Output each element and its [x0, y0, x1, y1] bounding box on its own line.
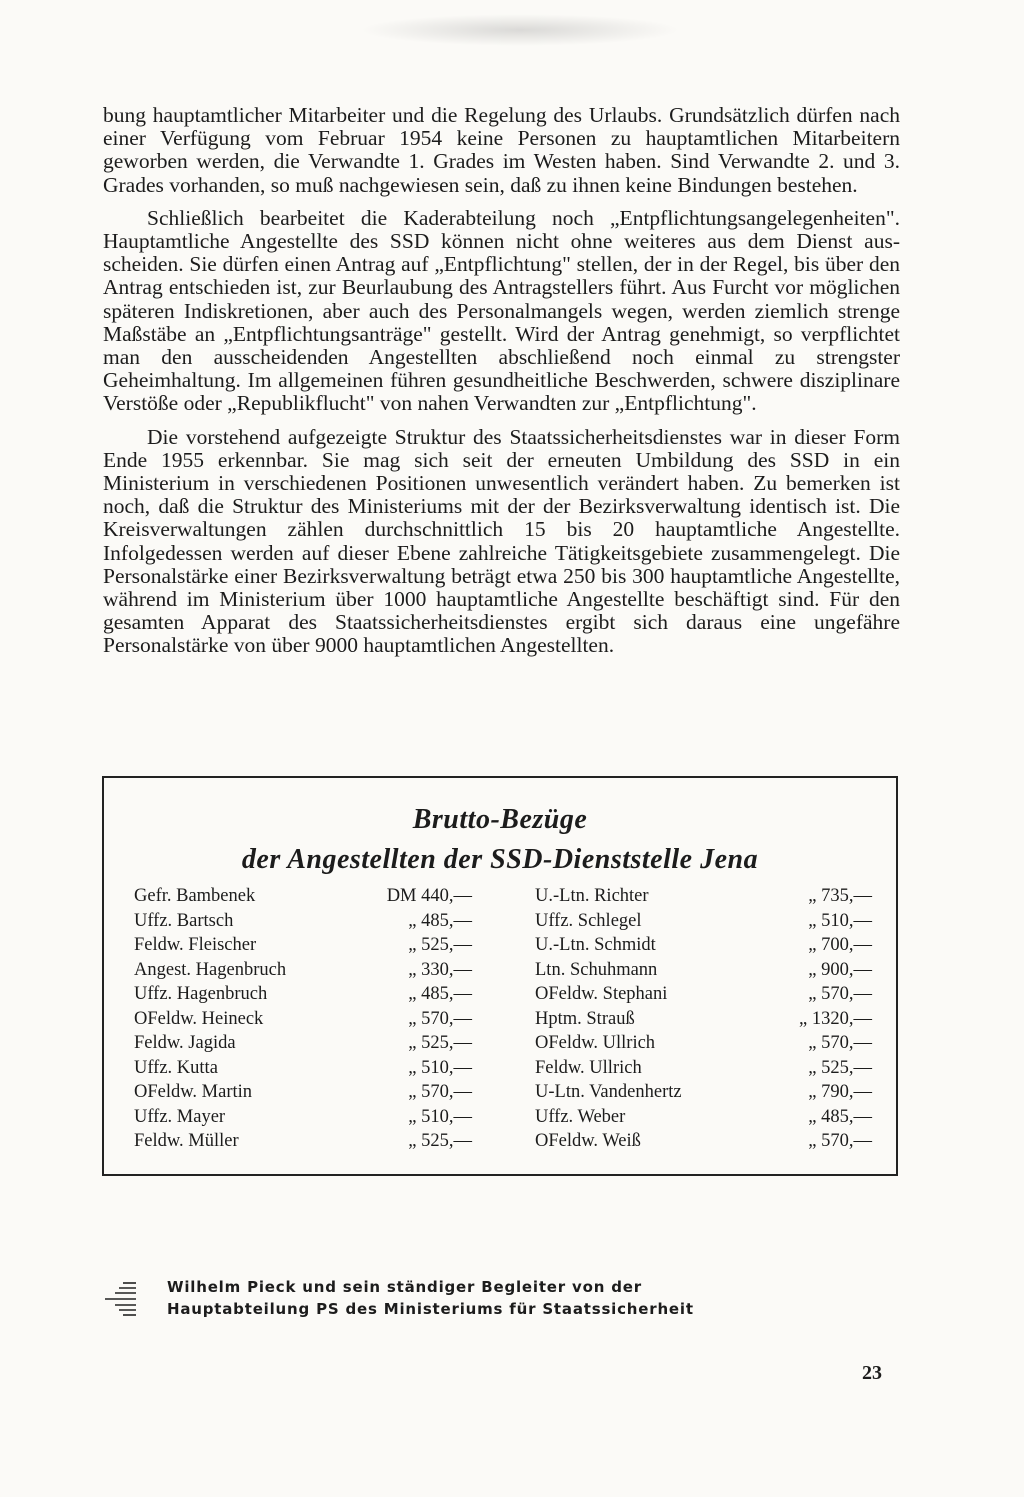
- salary-amount: „ 570,—: [408, 1082, 472, 1102]
- table-row: [535, 1131, 872, 1156]
- table-row: [134, 886, 472, 911]
- table-row: [535, 935, 872, 960]
- table-row: [535, 911, 872, 936]
- employee-name: Hptm. Strauß: [535, 1008, 635, 1029]
- table-row: [535, 1058, 872, 1083]
- table-row: [535, 984, 872, 1009]
- salary-amount: „ 525,—: [408, 935, 472, 955]
- page-number: 23: [862, 1362, 882, 1384]
- table-row: [134, 1131, 472, 1156]
- employee-name: Uffz. Hagenbruch: [134, 984, 268, 1004]
- employee-name: U.-Ltn. Richter: [535, 886, 649, 906]
- salary-amount: „ 510,—: [408, 1106, 472, 1127]
- employee-name: Feldw. Jagida: [134, 1033, 236, 1053]
- body-text: [103, 104, 900, 668]
- salary-table-box: [102, 776, 898, 1176]
- table-row: [134, 960, 472, 985]
- paragraph: bung hauptamtlicher Mitarbeiter und die Regelung des Urlaubs. Grundsätzlich dürfen nach einer Verfügung vom Februar 1954 keine Personen zu hauptamtlichen Mitarbeitern geworben werden, die Verwandte 1. Grades im Westen haben. Sind Verwandte 2. und 3. Grades vorhanden, so muß nachgewiesen sein, daß zu ihnen keine Bindungen bestehen.: [103, 103, 900, 197]
- table-row: [535, 1082, 872, 1107]
- salary-column-right: [535, 886, 872, 1156]
- employee-name: Uffz. Schlegel: [535, 910, 642, 931]
- salary-amount: „ 525,—: [408, 1033, 472, 1053]
- employee-name: Angest. Hagenbruch: [134, 959, 287, 980]
- employee-name: OFeldw. Heineck: [134, 1008, 264, 1029]
- salary-column-left: [134, 886, 472, 1156]
- employee-name: Uffz. Weber: [535, 1106, 626, 1127]
- table-row: [134, 1058, 472, 1083]
- salary-amount: „ 700,—: [808, 935, 872, 955]
- scan-artifact: [360, 14, 680, 46]
- salary-amount: „ 570,—: [808, 984, 872, 1004]
- employee-name: Gefr. Bambenek: [134, 886, 256, 906]
- employee-name: Feldw. Ullrich: [535, 1057, 642, 1078]
- employee-name: Ltn. Schuhmann: [535, 959, 658, 980]
- salary-amount: „ 570,—: [408, 1008, 472, 1029]
- table-row: [134, 911, 472, 936]
- caption-line: Wilhelm Pieck und sein ständiger Begleiter von der: [167, 1278, 642, 1296]
- table-row: [134, 1009, 472, 1034]
- employee-name: OFeldw. Ullrich: [535, 1033, 656, 1053]
- salary-amount: „ 525,—: [408, 1131, 472, 1151]
- salary-amount: „ 485,—: [808, 1106, 872, 1127]
- table-row: [134, 1107, 472, 1132]
- salary-amount: „ 525,—: [808, 1057, 872, 1078]
- arrow-lines-icon: [103, 1279, 137, 1319]
- salary-amount: „ 570,—: [808, 1033, 872, 1053]
- salary-amount: „ 735,—: [808, 886, 872, 906]
- table-row: [134, 935, 472, 960]
- table-row: [535, 886, 872, 911]
- table-row: [535, 960, 872, 985]
- salary-amount: „ 485,—: [408, 910, 472, 931]
- employee-name: U.-Ltn. Schmidt: [535, 935, 656, 955]
- salary-amount: „ 510,—: [408, 1057, 472, 1078]
- employee-name: Uffz. Bartsch: [134, 910, 234, 931]
- employee-name: OFeldw. Martin: [134, 1082, 253, 1102]
- table-row: [134, 984, 472, 1009]
- table-title: Brutto-Bezüge: [412, 804, 588, 835]
- salary-amount: „ 485,—: [408, 984, 472, 1004]
- salary-amount: „ 900,—: [808, 959, 872, 980]
- table-row: [134, 1082, 472, 1107]
- salary-amount: „ 570,—: [808, 1131, 872, 1151]
- salary-amount: DM 440,—: [386, 886, 472, 906]
- table-row: [535, 1033, 872, 1058]
- table-row: [134, 1033, 472, 1058]
- employee-name: Uffz. Kutta: [134, 1057, 218, 1078]
- employee-name: Feldw. Müller: [134, 1131, 239, 1151]
- table-row: [535, 1107, 872, 1132]
- table-row: [535, 1009, 872, 1034]
- employee-name: OFeldw. Weiß: [535, 1131, 641, 1151]
- table-subtitle: der Angestellten der SSD-Dienststelle Jena: [241, 844, 759, 875]
- paragraph: Schließlich bearbeitet die Kaderabteilung noch „Entpflichtungsangelegenheiten". Hauptamtliche Angestellte des SSD können nicht ohne weiteres aus dem Dienst ausscheiden. Sie dürfen einen Antrag auf „Entpflichtung" stellen, der in der Regel, bis über den Antrag entschieden ist, zur Beurlaubung des Antragstellers führt. Aus Furcht vor möglichen späteren Indiskretionen, aber auch des Personalmangels wegen, werden ziemlich strenge Maßstäbe an „Entpflichtungsanträge" gestellt. Wird der Antrag genehmigt, so verpflichtet man den ausscheidenden Angestellten abschließend noch einmal zu strengster Geheimhaltung. Im allgemeinen führen gesundheitliche Beschwerden, schwere disziplinare Verstöße oder „Republikflucht" von nahen Verwandten zur „Entpflichtung".: [103, 205, 900, 416]
- employee-name: Feldw. Fleischer: [134, 935, 257, 955]
- salary-amount: „ 510,—: [808, 910, 872, 931]
- employee-name: OFeldw. Stephani: [535, 984, 668, 1004]
- employee-name: Uffz. Mayer: [134, 1106, 226, 1127]
- employee-name: U-Ltn. Vandenhertz: [535, 1082, 682, 1102]
- salary-amount: „ 330,—: [408, 959, 472, 980]
- paragraph: Die vorstehend aufgezeigte Struktur des Staatssicherheitsdienstes war in dieser Form Ende 1955 erkennbar. Sie mag sich seit der erneuten Umbildung des SSD in ein Ministerium in verschiedenen Positionen unwesentlich verändert haben. Zu bemerken ist noch, daß die Struktur des Ministeriums mit der der Bezirksverwaltung identisch ist. Die Kreisverwaltungen zählen durchschnittlich 15 bis 20 hauptamtliche Angestellte. Infolgedessen werden auf dieser Ebene zahlreiche Tätigkeitsgebiete zusammengelegt. Die Personalstärke einer Bezirksverwaltung beträgt etwa 250 bis 300 hauptamtliche Angestellte, während im Ministerium über 1000 hauptamtliche Angestellte beschäftigt sind. Für den gesamten Apparat des Staatssicherheitsdienstes ergibt sich daraus eine ungefähre Personalstärke von über 9000 hauptamtlichen Angestellten.: [103, 424, 900, 658]
- salary-amount: „ 790,—: [808, 1082, 872, 1102]
- caption-line: Hauptabteilung PS des Ministeriums für Staatssicherheit: [167, 1300, 694, 1318]
- salary-amount: „ 1320,—: [799, 1008, 872, 1029]
- photo-caption: [167, 1276, 767, 1320]
